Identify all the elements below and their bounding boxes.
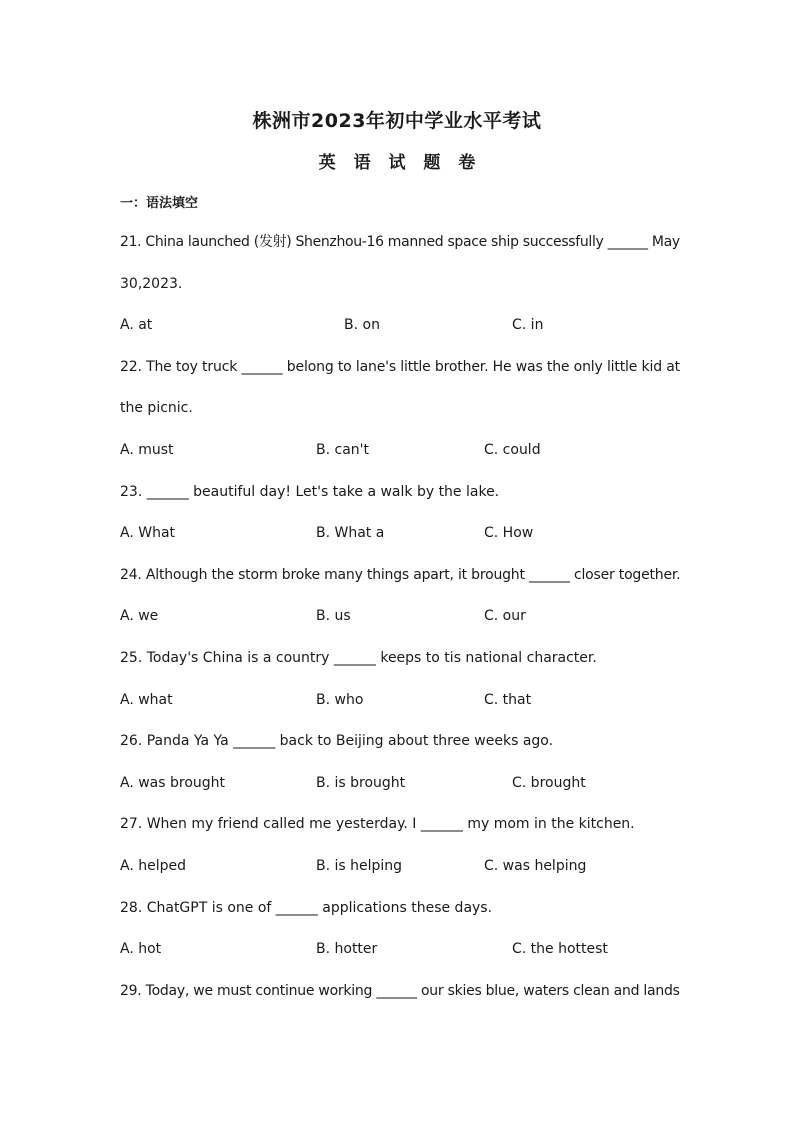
question-24-option-c: C. our xyxy=(484,608,526,624)
question-23-option-c: C. How xyxy=(484,525,534,541)
question-25-text: 25. Today's China is a country ______ keeps to tis national character. xyxy=(120,650,597,666)
question-23-text: 23. ______ beautiful day! Let's take a walk by the lake. xyxy=(120,484,500,500)
question-22-option-c: C. could xyxy=(484,442,541,458)
question-22-option-a: A. must xyxy=(120,442,174,458)
question-24-text: 24. Although the storm broke many things apart, it brought ______ closer together. xyxy=(120,567,681,583)
question-23-option-b: B. What a xyxy=(316,525,385,541)
question-29-text: 29. Today, we must continue working ______ our skies blue, waters clean and lands xyxy=(120,983,680,999)
question-28-option-a: A. hot xyxy=(120,941,162,957)
question-26-option-c: C. brought xyxy=(512,775,586,791)
question-22-text: 22. The toy truck ______ belong to lane's little brother. He was the only little kid at xyxy=(120,359,680,375)
question-21-option-c: C. in xyxy=(512,317,544,333)
document-subtitle: 英 语 试 题 卷 xyxy=(318,153,476,173)
question-27-option-a: A. helped xyxy=(120,858,186,874)
question-25-option-c: C. that xyxy=(484,692,532,708)
question-26-option-a: A. was brought xyxy=(120,775,226,791)
question-22-option-b: B. can't xyxy=(316,442,369,458)
question-21-option-a: A. at xyxy=(120,317,153,333)
question-24-option-b: B. us xyxy=(316,608,351,624)
question-26-text: 26. Panda Ya Ya ______ back to Beijing about three weeks ago. xyxy=(120,733,554,749)
question-26-option-b: B. is brought xyxy=(316,775,406,791)
question-25-option-a: A. what xyxy=(120,692,173,708)
section-heading: 一：语法填空 xyxy=(120,196,199,211)
question-21-option-b: B. on xyxy=(344,317,380,333)
question-21-text-cont: 30,2023. xyxy=(120,276,183,292)
question-27-option-c: C. was helping xyxy=(484,858,587,874)
question-27-text: 27. When my friend called me yesterday. I ______ my mom in the kitchen. xyxy=(120,816,635,832)
question-22-text-cont: the picnic. xyxy=(120,400,193,416)
question-28-option-b: B. hotter xyxy=(316,941,378,957)
question-24-option-a: A. we xyxy=(120,608,159,624)
question-27-option-b: B. is helping xyxy=(316,858,403,874)
question-25-option-b: B. who xyxy=(316,692,364,708)
question-23-option-a: A. What xyxy=(120,525,176,541)
question-28-text: 28. ChatGPT is one of ______ applications these days. xyxy=(120,900,493,916)
question-28-option-c: C. the hottest xyxy=(512,941,608,957)
document-title: 株洲市2023年初中学业水平考试 xyxy=(252,110,542,132)
question-21-text: 21. China launched (发射) Shenzhou-16 manned space ship successfully ______ May xyxy=(120,234,680,250)
